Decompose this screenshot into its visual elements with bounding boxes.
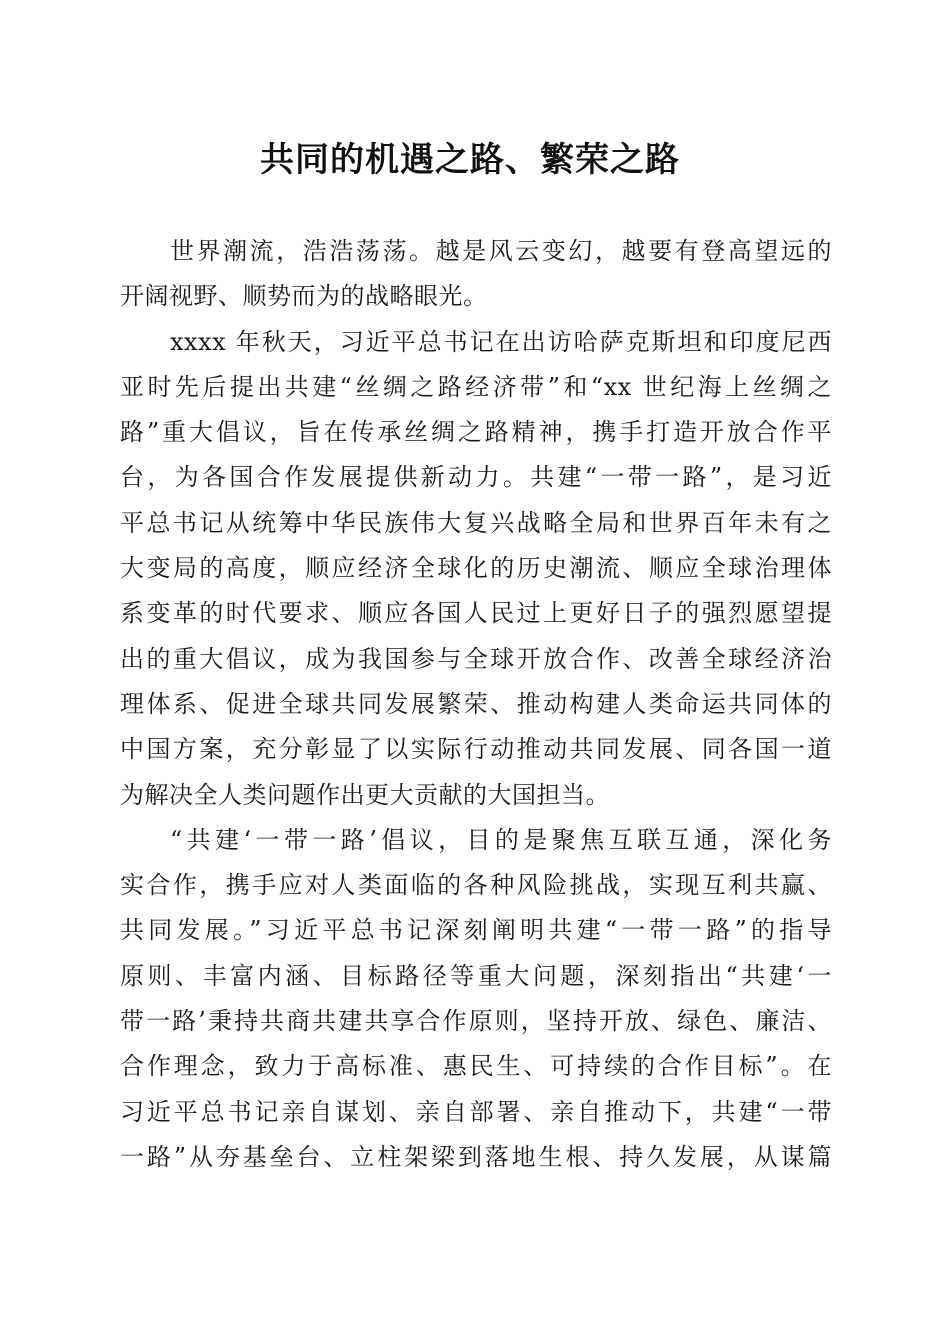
paragraph-line: 原则、丰富内涵、目标路径等重大问题，深刻指出“共建‘一 [120, 961, 832, 990]
document-body [120, 229, 832, 1180]
paragraph-line: 开阔视野、顺势而为的战略眼光。 [120, 282, 488, 311]
paragraph-line: 带一路’秉持共商共建共享合作原则，坚持开放、绿色、廉洁、 [120, 1007, 832, 1036]
paragraph-line: 一路”从夯基垒台、立柱架梁到落地生根、持久发展，从谋篇 [120, 1142, 832, 1171]
paragraph-line: 理体系、促进全球共同发展繁荣、推动构建人类命运共同体的 [120, 689, 832, 718]
paragraph-line: 平总书记从统筹中华民族伟大复兴战略全局和世界百年未有之 [120, 508, 832, 537]
paragraph-line: 路”重大倡议，旨在传承丝绸之路精神，携手打造开放合作平 [120, 418, 832, 447]
paragraph-line: 实合作，携手应对人类面临的各种风险挑战，实现互利共赢、 [120, 871, 832, 900]
paragraph-line: 合作理念，致力于高标准、惠民生、可持续的合作目标”。在 [120, 1052, 832, 1081]
paragraph-line: 大变局的高度，顺应经济全球化的历史潮流、顺应全球治理体 [120, 554, 832, 583]
paragraph-line: “共建‘一带一路’倡议，目的是聚焦互联互通，深化务 [170, 825, 832, 854]
paragraph-line: 中国方案，充分彰显了以实际行动推动共同发展、同各国一道 [120, 735, 832, 764]
paragraph-line: 世界潮流，浩浩荡荡。越是风云变幻，越要有登高望远的 [170, 237, 832, 265]
paragraph-line: 台，为各国合作发展提供新动力。共建“一带一路”，是习近 [120, 463, 832, 492]
paragraph-line: 亚时先后提出共建“丝绸之路经济带”和“xx 世纪海上丝绸之 [120, 372, 832, 401]
paragraph-line: 出的重大倡议，成为我国参与全球开放合作、改善全球经济治 [120, 644, 832, 673]
document-title: 共同的机遇之路、繁荣之路 [260, 140, 680, 180]
paragraph-line: xxxx 年秋天，习近平总书记在出访哈萨克斯坦和印度尼西 [170, 327, 832, 356]
paragraph-line: 习近平总书记亲自谋划、亲自部署、亲自推动下，共建“一带 [120, 1097, 832, 1126]
paragraph-line: 为解决全人类问题作出更大贡献的大国担当。 [120, 780, 610, 809]
paragraph-line: 共同发展。”习近平总书记深刻阐明共建“一带一路”的指导 [120, 916, 832, 945]
paragraph-line: 系变革的时代要求、顺应各国人民过上更好日子的强烈愿望提 [120, 599, 832, 628]
